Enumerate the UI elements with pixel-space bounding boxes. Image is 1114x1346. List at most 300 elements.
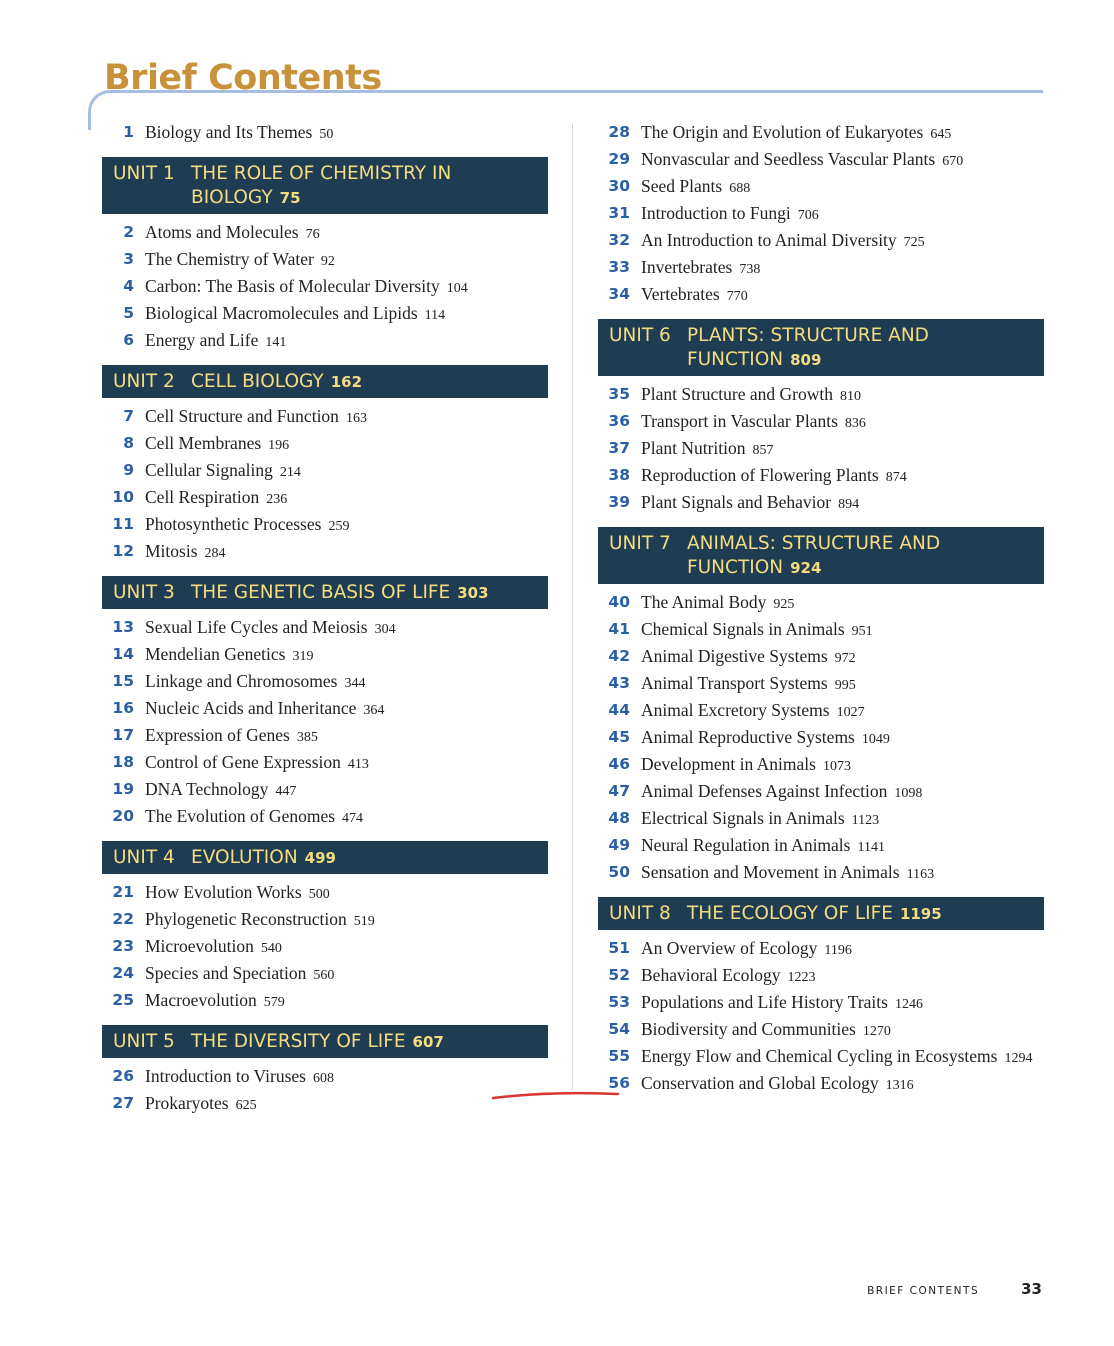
chapter-number: 53	[608, 993, 630, 1011]
chapter-number: 25	[112, 991, 134, 1009]
chapter-entry	[598, 806, 1044, 833]
chapter-entry	[102, 804, 548, 831]
chapter-title: Transport in Vascular Plants	[641, 411, 838, 431]
chapter-entry	[598, 590, 1044, 617]
chapter-entry	[598, 860, 1044, 887]
chapter-title-block	[641, 463, 907, 490]
chapter-title: Seed Plants	[641, 176, 723, 196]
chapter-title: Chemical Signals in Animals	[641, 619, 845, 639]
chapter-entry	[102, 669, 548, 696]
unit-page-number: 75	[279, 189, 301, 207]
footer-label: BRIEF CONTENTS	[867, 1285, 980, 1297]
chapter-title: An Introduction to Animal Diversity	[641, 230, 897, 250]
chapter-entry	[598, 201, 1044, 228]
chapter-title: The Origin and Evolution of Eukaryotes	[641, 122, 924, 142]
unit-header	[102, 365, 548, 398]
chapter-title: Cell Membranes	[145, 433, 262, 453]
unit-header	[598, 319, 1044, 376]
chapter-page-number: 625	[235, 1098, 257, 1113]
chapter-number: 27	[112, 1094, 134, 1112]
chapter-title: Conservation and Global Ecology	[641, 1073, 879, 1093]
chapter-entry	[598, 174, 1044, 201]
chapter-page-number: 104	[446, 281, 468, 296]
chapter-page-number: 1294	[1004, 1051, 1033, 1066]
chapter-page-number: 1098	[894, 786, 923, 801]
chapter-page-number: 114	[424, 308, 446, 323]
chapter-number: 24	[112, 964, 134, 982]
unit-title-block	[191, 370, 538, 394]
red-pen-mark	[490, 1088, 622, 1102]
unit-page-number: 924	[790, 559, 822, 577]
unit-header	[598, 527, 1044, 584]
chapter-number: 3	[123, 250, 134, 268]
chapter-page-number: 608	[312, 1071, 334, 1086]
chapter-title: Phylogenetic Reconstruction	[145, 909, 347, 929]
unit-page-number: 607	[412, 1033, 444, 1051]
chapter-title-block	[641, 617, 873, 644]
chapter-number: 49	[608, 836, 630, 854]
chapter-title: How Evolution Works	[145, 882, 302, 902]
chapter-title-block	[145, 642, 313, 669]
unit-title-block	[687, 532, 1034, 580]
chapter-page-number: 196	[268, 438, 290, 453]
chapter-entry	[102, 1064, 548, 1091]
chapter-entry	[598, 282, 1044, 309]
chapter-entry	[102, 723, 548, 750]
chapter-number: 44	[608, 701, 630, 719]
chapter-title: Carbon: The Basis of Molecular Diversity	[145, 276, 440, 296]
chapter-title-block	[145, 485, 287, 512]
chapter-title-block	[145, 512, 349, 539]
chapter-title: Control of Gene Expression	[145, 752, 341, 772]
chapter-title: DNA Technology	[145, 779, 269, 799]
unit-title-block	[191, 1030, 538, 1054]
chapter-title-block	[145, 669, 365, 696]
chapter-number: 14	[112, 645, 134, 663]
chapter-title-block	[641, 806, 879, 833]
chapter-entry	[102, 1091, 548, 1118]
chapter-number: 55	[608, 1047, 630, 1065]
chapter-title: Reproduction of Flowering Plants	[641, 465, 879, 485]
chapter-entry	[598, 644, 1044, 671]
chapter-title-block	[145, 220, 320, 247]
chapter-page-number: 1163	[906, 867, 935, 882]
chapter-page-number: 413	[347, 757, 369, 772]
chapter-number: 33	[608, 258, 630, 276]
chapter-title: Mitosis	[145, 541, 198, 561]
chapter-title-block	[145, 615, 396, 642]
unit-page-number: 162	[330, 373, 363, 391]
chapter-number: 28	[608, 123, 630, 141]
chapter-entry	[598, 490, 1044, 517]
chapter-title: Animal Reproductive Systems	[641, 727, 855, 747]
chapter-number: 8	[123, 434, 134, 452]
chapter-title-block	[145, 458, 301, 485]
chapter-title-block	[641, 644, 856, 671]
chapter-page-number: 92	[320, 254, 335, 269]
chapter-page-number: 214	[279, 465, 301, 480]
chapter-title-block	[145, 404, 367, 431]
chapter-title-block	[641, 698, 865, 725]
unit-title: THE ROLE OF CHEMISTRY IN BIOLOGY	[191, 163, 452, 208]
chapter-title: Animal Excretory Systems	[641, 700, 830, 720]
chapter-page-number: 50	[319, 127, 334, 142]
chapter-title: Sensation and Movement in Animals	[641, 862, 900, 882]
unit-page-number: 303	[457, 584, 489, 602]
chapter-page-number: 1316	[885, 1078, 914, 1093]
unit-title-block	[191, 581, 538, 605]
chapter-title: Vertebrates	[641, 284, 720, 304]
chapter-page-number: 141	[265, 335, 287, 350]
chapter-page-number: 500	[308, 887, 330, 902]
chapter-number: 40	[608, 593, 630, 611]
chapter-title-block	[145, 723, 318, 750]
chapter-title-block	[145, 907, 375, 934]
chapter-title-block	[641, 1071, 914, 1098]
right-column	[598, 120, 1044, 1098]
chapter-title: Development in Animals	[641, 754, 816, 774]
chapter-number: 13	[112, 618, 134, 636]
chapter-title: Animal Transport Systems	[641, 673, 828, 693]
chapter-number: 45	[608, 728, 630, 746]
chapter-title-block	[145, 274, 468, 301]
chapter-title: Plant Signals and Behavior	[641, 492, 832, 512]
chapter-title: Animal Digestive Systems	[641, 646, 828, 666]
chapter-entry	[102, 615, 548, 642]
unit-header	[102, 841, 548, 874]
chapter-title-block	[145, 1091, 257, 1118]
chapter-title-block	[641, 860, 934, 887]
chapter-page-number: 76	[305, 227, 320, 242]
chapter-number: 43	[608, 674, 630, 692]
chapter-title-block	[641, 1017, 891, 1044]
chapter-title: Energy and Life	[145, 330, 259, 350]
chapter-page-number: 259	[328, 519, 350, 534]
chapter-title: Introduction to Viruses	[145, 1066, 306, 1086]
chapter-number: 46	[608, 755, 630, 773]
chapter-page-number: 447	[275, 784, 297, 799]
chapter-number: 47	[608, 782, 630, 800]
chapter-title-block	[641, 174, 750, 201]
chapter-number: 38	[608, 466, 630, 484]
chapter-title: Species and Speciation	[145, 963, 307, 983]
chapter-title-block	[145, 120, 333, 147]
unit-label: UNIT 2	[113, 371, 175, 392]
chapter-page-number: 770	[726, 289, 748, 304]
chapter-title-block	[641, 590, 794, 617]
chapter-title-block	[145, 328, 286, 355]
chapter-number: 23	[112, 937, 134, 955]
unit-label: UNIT 8	[609, 903, 671, 924]
chapter-title-block	[145, 696, 384, 723]
chapter-entry	[598, 228, 1044, 255]
page-title: Brief Contents	[104, 58, 382, 98]
chapter-page-number: 894	[838, 497, 860, 512]
chapter-entry	[102, 431, 548, 458]
left-column	[102, 120, 548, 1118]
chapter-entry	[102, 777, 548, 804]
chapter-number: 30	[608, 177, 630, 195]
chapter-page-number: 579	[263, 995, 285, 1010]
chapter-title-block	[641, 282, 748, 309]
unit-page-number: 499	[304, 849, 336, 867]
chapter-entry	[598, 990, 1044, 1017]
chapter-number: 35	[608, 385, 630, 403]
chapter-title-block	[641, 490, 859, 517]
chapter-entry	[598, 833, 1044, 860]
chapter-number: 5	[123, 304, 134, 322]
unit-title: THE DIVERSITY OF LIFE	[191, 1031, 406, 1052]
chapter-number: 37	[608, 439, 630, 457]
chapter-page-number: 560	[313, 968, 335, 983]
chapter-title: Plant Nutrition	[641, 438, 746, 458]
chapter-page-number: 319	[292, 649, 314, 664]
chapter-number: 11	[112, 515, 134, 533]
chapter-page-number: 1196	[824, 943, 852, 958]
chapter-page-number: 925	[773, 597, 795, 612]
chapter-entry	[598, 147, 1044, 174]
unit-label: UNIT 7	[609, 533, 671, 554]
chapter-entry	[102, 961, 548, 988]
chapter-number: 48	[608, 809, 630, 827]
chapter-entry	[598, 409, 1044, 436]
chapter-title-block	[145, 988, 285, 1015]
unit-title-block	[687, 902, 1034, 926]
chapter-entry	[102, 485, 548, 512]
chapter-title-block	[145, 777, 296, 804]
chapter-entry	[598, 752, 1044, 779]
chapter-title-block	[641, 936, 852, 963]
chapter-title-block	[641, 963, 815, 990]
chapter-entry	[102, 274, 548, 301]
chapter-number: 51	[608, 939, 630, 957]
chapter-title: Atoms and Molecules	[145, 222, 299, 242]
chapter-entry	[598, 725, 1044, 752]
chapter-number: 36	[608, 412, 630, 430]
chapter-page-number: 995	[834, 678, 856, 693]
chapter-title-block	[641, 990, 923, 1017]
chapter-page-number: 688	[729, 181, 751, 196]
chapter-title-block	[641, 255, 760, 282]
chapter-title-block	[641, 779, 922, 806]
chapter-page-number: 1223	[787, 970, 816, 985]
chapter-entry	[102, 220, 548, 247]
chapter-title: Nucleic Acids and Inheritance	[145, 698, 357, 718]
chapter-title: Expression of Genes	[145, 725, 290, 745]
chapter-title-block	[641, 382, 861, 409]
chapter-number: 9	[123, 461, 134, 479]
unit-title-block	[687, 324, 1034, 372]
unit-title: PLANTS: STRUCTURE AND FUNCTION	[687, 325, 929, 370]
chapter-entry	[598, 382, 1044, 409]
chapter-page-number: 1049	[861, 732, 890, 747]
unit-header	[102, 157, 548, 214]
chapter-page-number: 706	[797, 208, 819, 223]
chapter-number: 10	[112, 488, 134, 506]
chapter-title: Biology and Its Themes	[145, 122, 313, 142]
chapter-title: Microevolution	[145, 936, 254, 956]
chapter-page-number: 874	[885, 470, 907, 485]
chapter-page-number: 810	[839, 389, 861, 404]
chapter-title: Photosynthetic Processes	[145, 514, 322, 534]
page-footer	[867, 1280, 1042, 1298]
chapter-title-block	[641, 409, 866, 436]
chapter-title-block	[145, 880, 330, 907]
chapter-page-number: 304	[374, 622, 396, 637]
chapter-entry	[598, 463, 1044, 490]
chapter-page-number: 951	[851, 624, 873, 639]
chapter-page-number: 236	[266, 492, 288, 507]
chapter-title-block	[641, 228, 925, 255]
unit-title: ANIMALS: STRUCTURE AND FUNCTION	[687, 533, 941, 578]
chapter-entry	[598, 779, 1044, 806]
chapter-number: 15	[112, 672, 134, 690]
chapter-title-block	[145, 539, 226, 566]
chapter-number: 6	[123, 331, 134, 349]
chapter-title: Energy Flow and Chemical Cycling in Ecosystems	[641, 1046, 998, 1066]
page-number: 33	[1021, 1280, 1042, 1298]
chapter-title-block	[641, 725, 890, 752]
chapter-entry	[598, 120, 1044, 147]
chapter-title: The Chemistry of Water	[145, 249, 314, 269]
chapter-entry	[102, 539, 548, 566]
unit-header	[102, 1025, 548, 1058]
chapter-title: Electrical Signals in Animals	[641, 808, 845, 828]
chapter-entry	[102, 404, 548, 431]
chapter-page-number: 540	[260, 941, 282, 956]
chapter-entry	[598, 255, 1044, 282]
chapter-page-number: 1073	[822, 759, 851, 774]
unit-label: UNIT 3	[113, 582, 175, 603]
chapter-number: 29	[608, 150, 630, 168]
chapter-number: 17	[112, 726, 134, 744]
chapter-number: 26	[112, 1067, 134, 1085]
chapter-page-number: 725	[903, 235, 925, 250]
chapter-title-block	[145, 431, 289, 458]
unit-page-number: 1195	[899, 905, 942, 923]
chapter-number: 41	[608, 620, 630, 638]
unit-title: THE ECOLOGY OF LIFE	[687, 903, 893, 924]
unit-page-number: 809	[790, 351, 822, 369]
chapter-number: 56	[608, 1074, 630, 1092]
chapter-title: Populations and Life History Traits	[641, 992, 888, 1012]
unit-label: UNIT 1	[113, 163, 175, 184]
unit-header	[102, 576, 548, 609]
chapter-number: 34	[608, 285, 630, 303]
unit-title: EVOLUTION	[191, 847, 298, 868]
chapter-title-block	[641, 671, 856, 698]
chapter-number: 22	[112, 910, 134, 928]
unit-label: UNIT 5	[113, 1031, 175, 1052]
chapter-number: 42	[608, 647, 630, 665]
chapter-title: Mendelian Genetics	[145, 644, 286, 664]
chapter-page-number: 1027	[836, 705, 865, 720]
chapter-page-number: 344	[344, 676, 366, 691]
chapter-entry	[102, 907, 548, 934]
chapter-title: Sexual Life Cycles and Meiosis	[145, 617, 368, 637]
unit-label: UNIT 4	[113, 847, 175, 868]
chapter-page-number: 385	[296, 730, 318, 745]
chapter-title: Cell Respiration	[145, 487, 260, 507]
chapter-number: 12	[112, 542, 134, 560]
unit-title-block	[191, 162, 538, 210]
chapter-page-number: 364	[363, 703, 385, 718]
chapter-number: 32	[608, 231, 630, 249]
unit-header	[598, 897, 1044, 930]
chapter-title: An Overview of Ecology	[641, 938, 818, 958]
chapter-title-block	[145, 934, 282, 961]
unit-label: UNIT 6	[609, 325, 671, 346]
column-divider	[572, 124, 573, 1090]
chapter-number: 7	[123, 407, 134, 425]
chapter-number: 20	[112, 807, 134, 825]
chapter-title: Invertebrates	[641, 257, 733, 277]
chapter-title: Biological Macromolecules and Lipids	[145, 303, 418, 323]
chapter-entry	[102, 301, 548, 328]
chapter-number: 19	[112, 780, 134, 798]
chapter-title: Behavioral Ecology	[641, 965, 781, 985]
chapter-entry	[102, 934, 548, 961]
chapter-title: Macroevolution	[145, 990, 257, 1010]
chapter-title-block	[145, 247, 335, 274]
chapter-entry	[102, 247, 548, 274]
chapter-title: Cellular Signaling	[145, 460, 273, 480]
chapter-title-block	[641, 147, 963, 174]
chapter-entry	[102, 880, 548, 907]
chapter-entry	[102, 120, 548, 147]
chapter-page-number: 474	[342, 811, 364, 826]
chapter-page-number: 1246	[894, 997, 923, 1012]
chapter-page-number: 738	[739, 262, 761, 277]
chapter-page-number: 972	[834, 651, 856, 666]
chapter-title-block	[145, 1064, 334, 1091]
chapter-entry	[102, 512, 548, 539]
chapter-title: Linkage and Chromosomes	[145, 671, 338, 691]
chapter-number: 18	[112, 753, 134, 771]
chapter-title: The Animal Body	[641, 592, 767, 612]
chapter-entry	[598, 671, 1044, 698]
chapter-number: 52	[608, 966, 630, 984]
chapter-entry	[102, 988, 548, 1015]
chapter-title: Plant Structure and Growth	[641, 384, 833, 404]
chapter-number: 4	[123, 277, 134, 295]
chapter-page-number: 163	[345, 411, 367, 426]
chapter-entry	[598, 1071, 1044, 1098]
chapter-entry	[598, 936, 1044, 963]
chapter-title: Nonvascular and Seedless Vascular Plants	[641, 149, 936, 169]
chapter-number: 39	[608, 493, 630, 511]
chapter-title: Cell Structure and Function	[145, 406, 339, 426]
chapter-entry	[598, 436, 1044, 463]
chapter-page-number: 645	[930, 127, 952, 142]
chapter-title: Biodiversity and Communities	[641, 1019, 856, 1039]
chapter-title-block	[145, 804, 363, 831]
chapter-number: 54	[608, 1020, 630, 1038]
chapter-title: Introduction to Fungi	[641, 203, 791, 223]
chapter-title-block	[641, 120, 951, 147]
chapter-entry	[598, 963, 1044, 990]
chapter-entry	[598, 698, 1044, 725]
chapter-number: 31	[608, 204, 630, 222]
chapter-entry	[102, 642, 548, 669]
chapter-entry	[102, 750, 548, 777]
chapter-entry	[102, 458, 548, 485]
chapter-title-block	[145, 750, 369, 777]
chapter-number: 2	[123, 223, 134, 241]
chapter-page-number: 1270	[862, 1024, 891, 1039]
unit-title: CELL BIOLOGY	[191, 371, 324, 392]
chapter-title-block	[145, 301, 445, 328]
